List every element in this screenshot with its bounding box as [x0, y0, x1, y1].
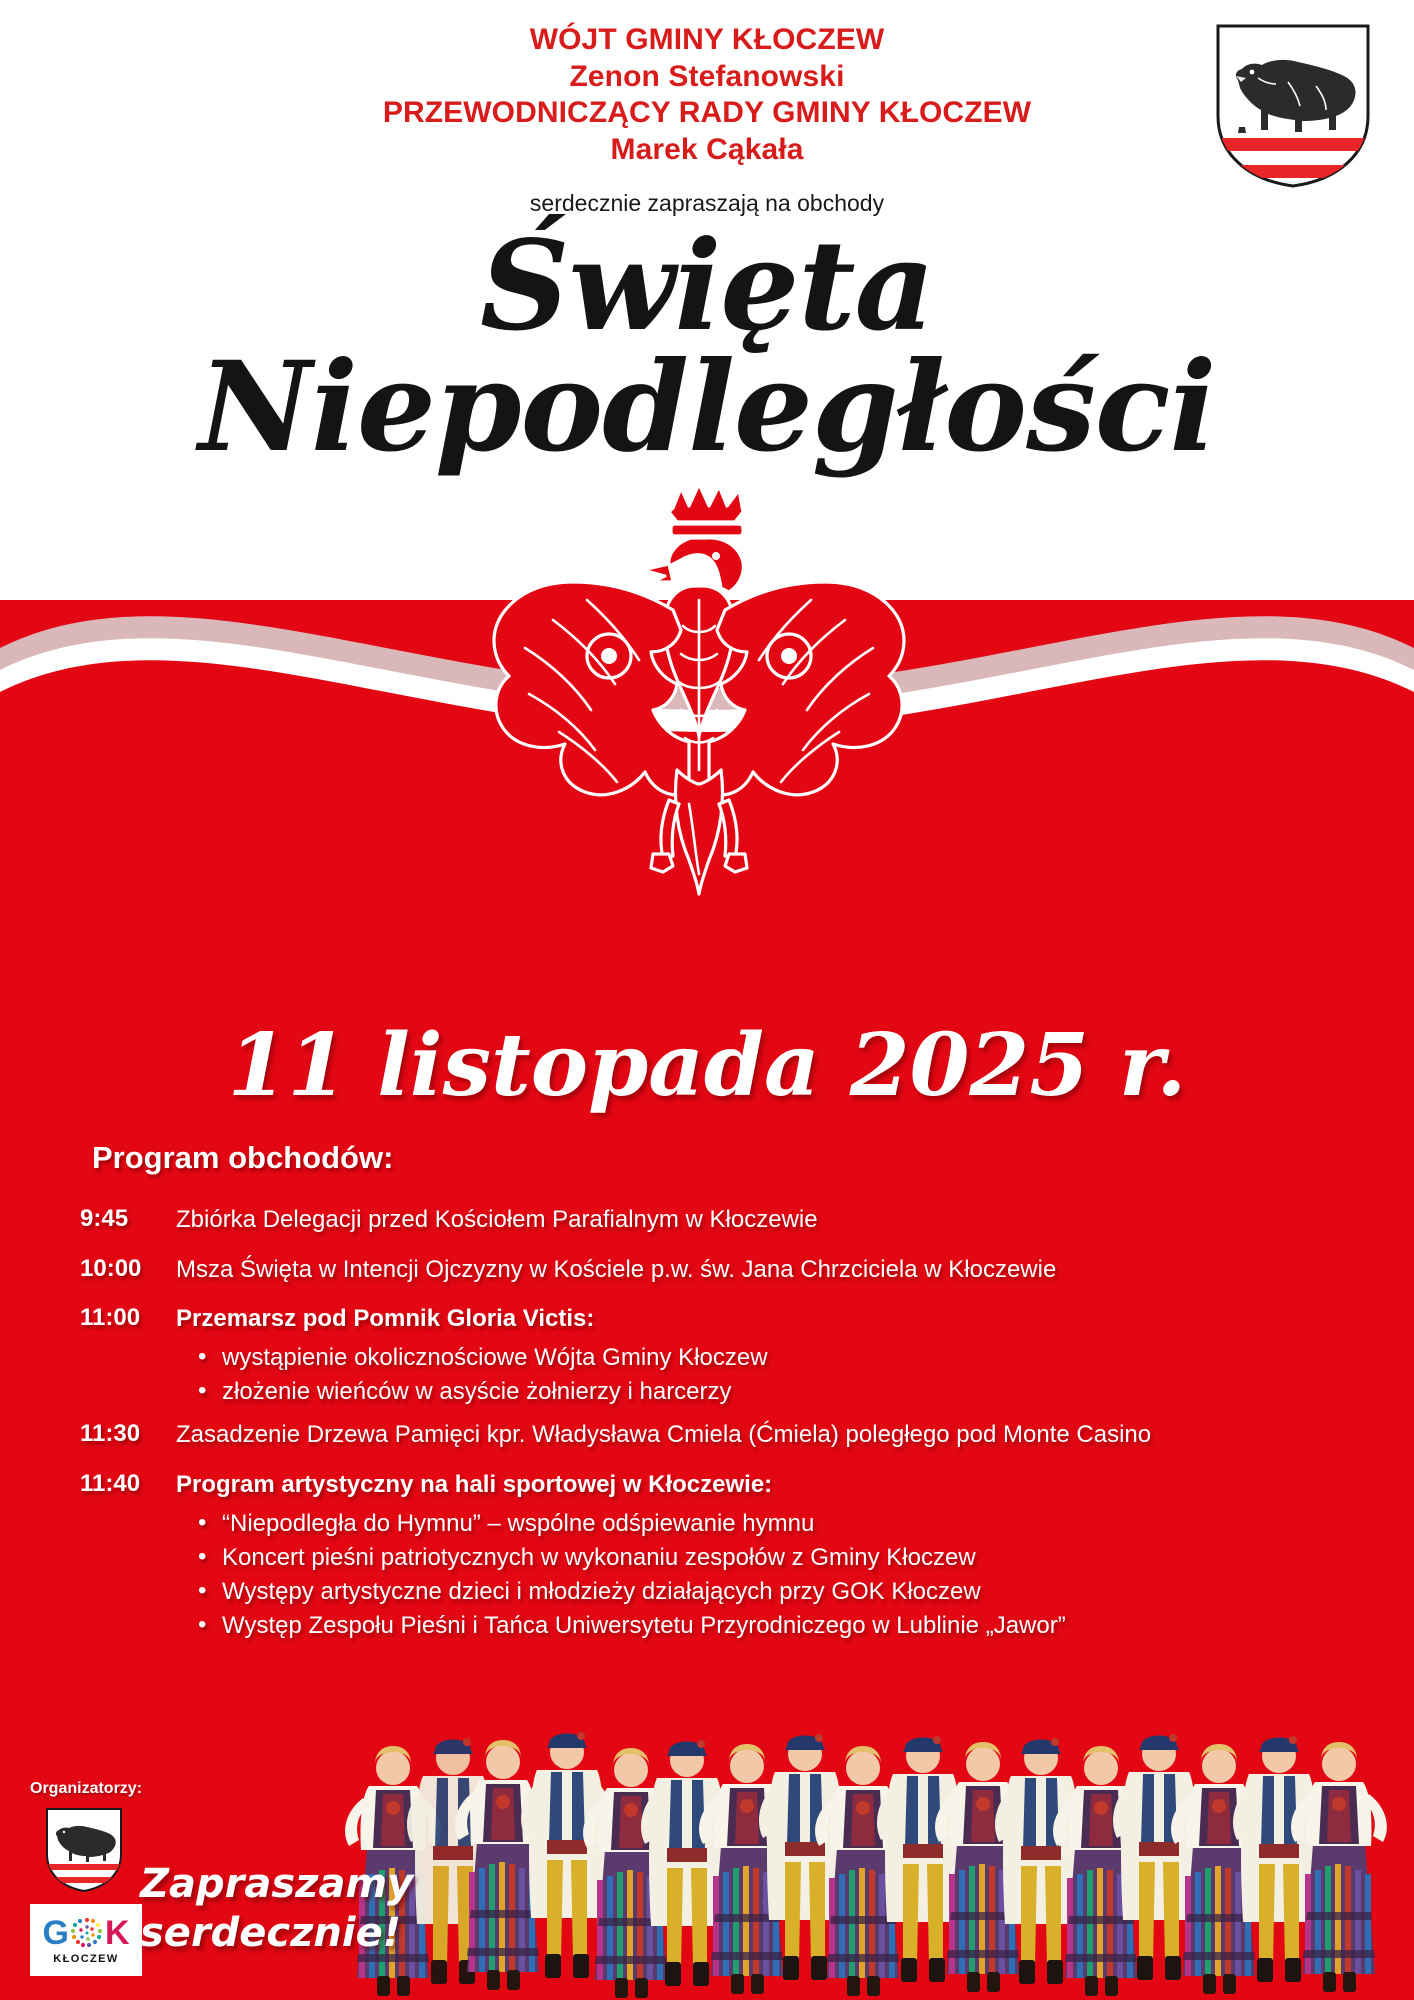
polish-eagle-icon [467, 470, 947, 940]
program-time: 11:30 [80, 1420, 141, 1448]
gok-letter-k: K [104, 1913, 130, 1952]
closing-invitation-line1: Zapraszamy [140, 1861, 414, 1907]
program-time: 9:45 [80, 1205, 129, 1232]
program-row [0, 1254, 1414, 1286]
closing-invitation [140, 1860, 413, 1958]
program-text: Przemarsz pod Pomnik Gloria Victis: [176, 1305, 595, 1333]
list-item: • złożenie wieńców w asyście żołnierzy i harcerzy [176, 1375, 1378, 1409]
list-item: • Występ Zespołu Pieśni i Tańca Uniwersytetu Przyrodniczego w Lublinie „Jawor” [176, 1609, 1378, 1643]
program-time: 10:00 [80, 1254, 142, 1282]
gok-letter-g: G [42, 1913, 69, 1952]
gok-dot-circle-icon [70, 1916, 104, 1950]
program-section [0, 1140, 1414, 1661]
closing-invitation-line2: serdecznie! [140, 1909, 401, 1956]
header-line-przewodniczacy: PRZEWODNICZĄCY RADY GMINY KŁOCZEW [382, 96, 1032, 130]
program-sublist [176, 1341, 1378, 1409]
header-line-przewodniczacy-name: Marek Cąkała [610, 132, 804, 166]
title-line-niepodleglosci: Niepodległości [198, 335, 1216, 480]
list-item: • wystąpienie okolicznościowe Wójta Gminy Kłoczew [176, 1341, 1378, 1375]
program-text: Zbiórka Delegacji przed Kościołem Parafialnym w Kłoczewie [176, 1206, 818, 1233]
folk-dancers-photo [335, 1732, 1414, 2000]
program-row [0, 1419, 1414, 1451]
program-time: 11:40 [80, 1469, 141, 1497]
program-heading: Program obchodów: [92, 1140, 394, 1175]
program-time: 11:00 [80, 1304, 141, 1332]
coat-of-arms-icon [1212, 20, 1374, 192]
program-text: Msza Święta w Intencji Ojczyzny w Kościele p.w. św. Jana Chrzciciela w Kłoczewie [176, 1255, 1057, 1283]
header-line-wojt: WÓJT GMINY KŁOCZEW [529, 23, 885, 56]
program-text: Zasadzenie Drzewa Pamięci kpr. Władysława Cmiela (Ćmiela) poległego pod Monte Casino [176, 1421, 1152, 1449]
organizers-label: Organizatorzy: [30, 1780, 143, 1797]
title-line-swieta: Święta [480, 214, 934, 359]
program-text: Program artystyczny na hali sportowej w Kłoczewie: [176, 1470, 773, 1498]
program-row [0, 1204, 1414, 1236]
gok-subtitle: KŁOCZEW [53, 1952, 119, 1965]
program-row [0, 1469, 1414, 1643]
list-item: • Koncert pieśni patriotycznych w wykonaniu zespołów z Gminy Kłoczew [176, 1541, 1378, 1575]
list-item: • Występy artystyczne dzieci i młodzieży działających przy GOK Kłoczew [176, 1575, 1378, 1609]
program-sublist [176, 1507, 1378, 1643]
event-date: 11 listopada 2025 r. [227, 1015, 1187, 1116]
header-block [0, 22, 1414, 217]
invitation-subtitle: serdecznie zapraszają na obchody [529, 190, 885, 217]
header-line-wojt-name: Zenon Stefanowski [569, 59, 845, 93]
program-row [0, 1303, 1414, 1409]
coat-of-arms-icon [44, 1806, 124, 1894]
gok-logo [30, 1904, 142, 1976]
list-item: • “Niepodległa do Hymnu” – wspólne odśpiewanie hymnu [176, 1507, 1378, 1541]
